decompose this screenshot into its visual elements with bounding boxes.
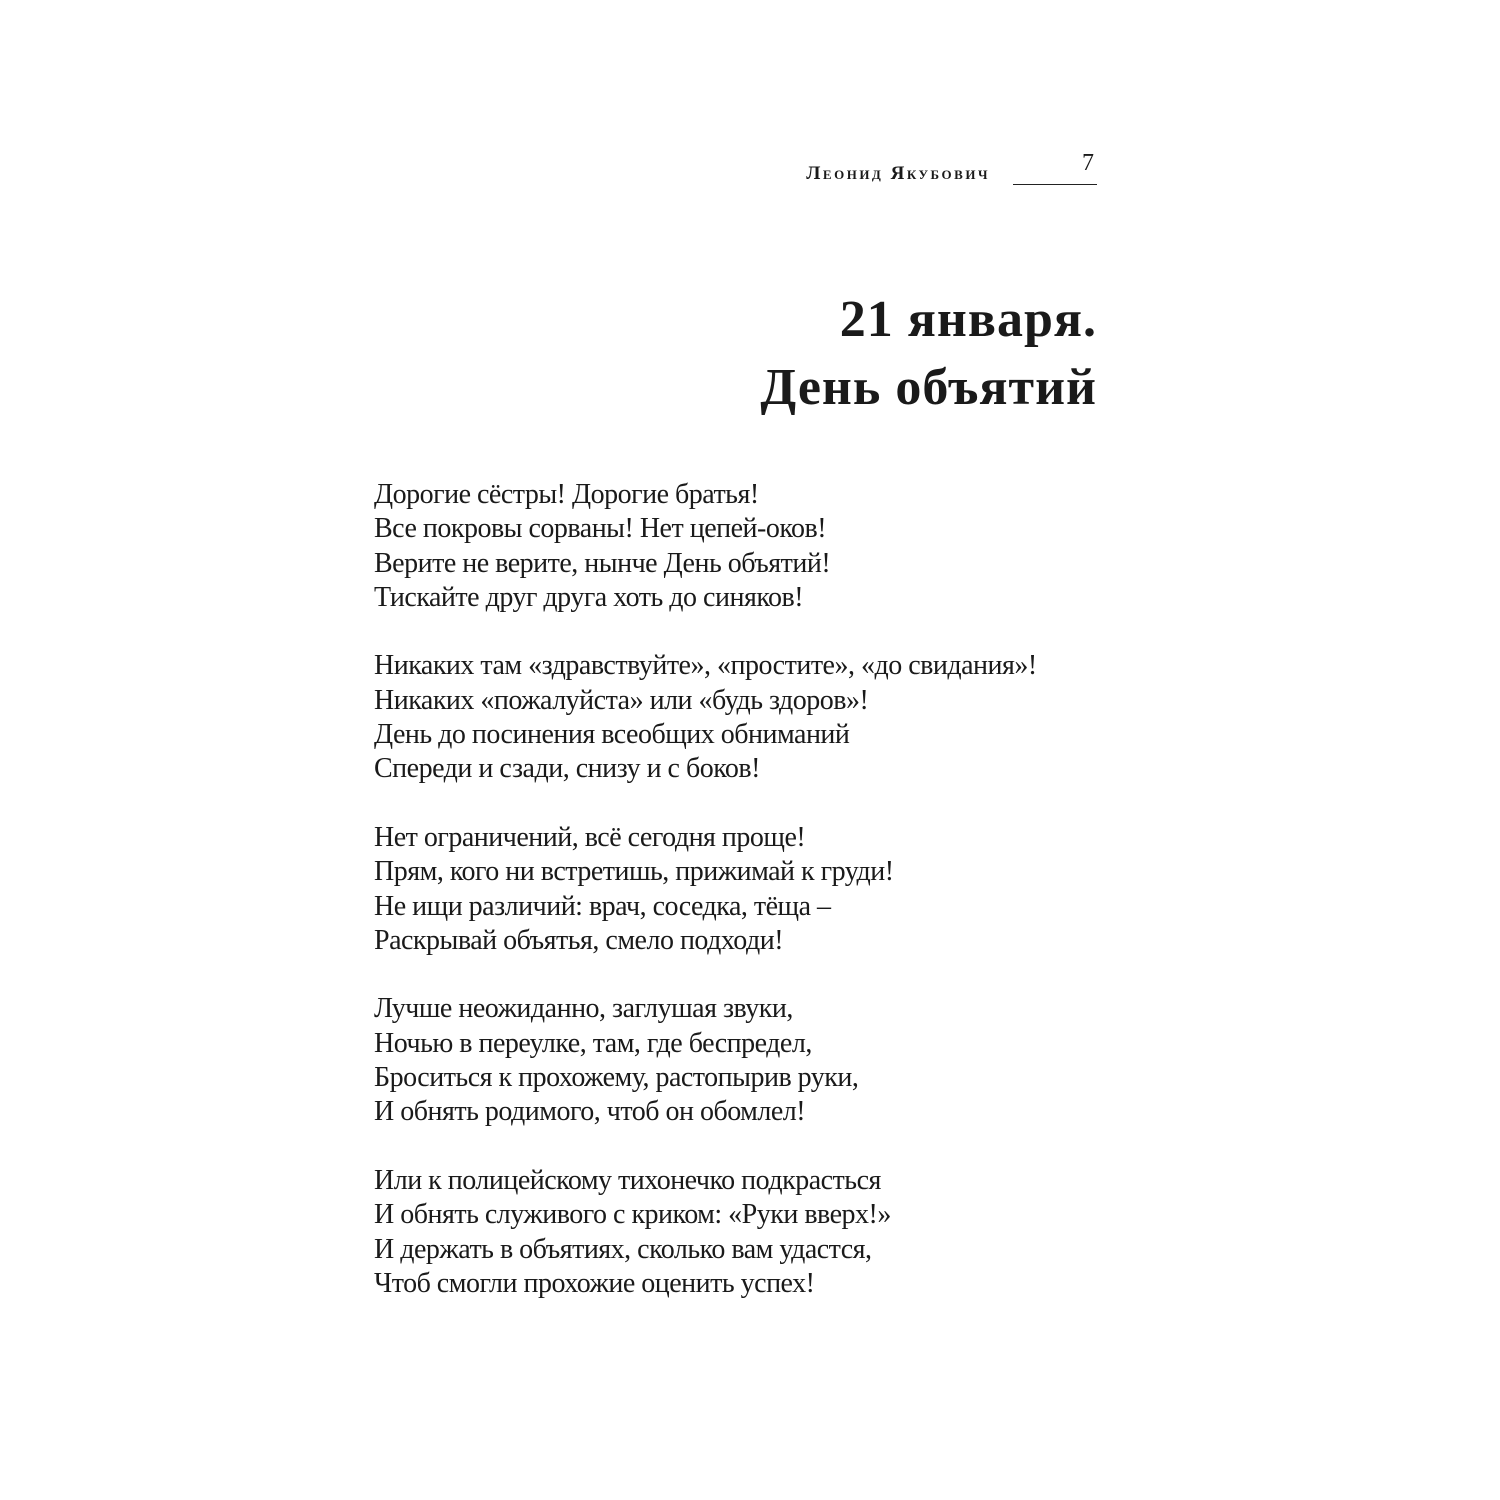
poem-line: Чтоб смогли прохожие оценить успех!	[374, 1267, 815, 1299]
poem-line: Дорогие сёстры! Дорогие братья!	[374, 479, 759, 510]
poem-line: Прям, кого ни встретишь, прижимай к груди!	[374, 856, 894, 888]
running-head-author: Леонид Якубович	[806, 163, 990, 184]
poem-line: Никаких там «здравствуйте», «простите», «до свидания»!	[374, 650, 1037, 682]
poem-line: Не ищи различий: врач, соседка, тёща –	[374, 890, 831, 922]
stanza	[374, 992, 1037, 1129]
stanza	[374, 821, 1037, 958]
chapter-title	[760, 286, 1097, 422]
stanza	[374, 649, 1037, 786]
poem-line: Или к полицейскому тихонечко подкрасться	[374, 1164, 881, 1196]
poem-line: Лучше неожиданно, заглушая звуки,	[374, 993, 793, 1025]
poem-line: Тискайте друг друга хоть до синяков!	[374, 581, 804, 613]
stanza	[374, 478, 1037, 615]
header-rule	[1013, 184, 1097, 185]
poem-line: И держать в объятиях, сколько вам удастся,	[374, 1233, 872, 1265]
poem-line: И обнять родимого, чтоб он обомлел!	[374, 1096, 806, 1128]
poem-line: Никаких «пожалуйста» или «будь здоров»!	[374, 684, 869, 716]
chapter-title-line-1: 21 января.	[839, 291, 1097, 348]
stanza	[374, 1164, 1037, 1301]
poem-line: И обнять служивого с криком: «Руки вверх!»	[374, 1199, 891, 1231]
poem-line: Верите не верите, нынче День объятий!	[374, 547, 831, 579]
poem-line: Броситься к прохожему, растопырив руки,	[374, 1062, 859, 1094]
poem-line: День до посинения всеобщих обниманий	[374, 719, 850, 751]
page-number: 7	[1082, 150, 1094, 176]
poem-line: Ночью в переулке, там, где беспредел,	[374, 1027, 812, 1059]
poem	[374, 478, 1037, 1335]
poem-line: Спереди и сзади, снизу и с боков!	[374, 753, 760, 785]
poem-line: Все покровы сорваны! Нет цепей-оков!	[374, 513, 827, 545]
chapter-title-line-2: День объятий	[760, 359, 1097, 416]
poem-line: Нет ограничений, всё сегодня проще!	[374, 821, 806, 853]
poem-line: Раскрывай объятья, смело подходи!	[374, 924, 784, 956]
